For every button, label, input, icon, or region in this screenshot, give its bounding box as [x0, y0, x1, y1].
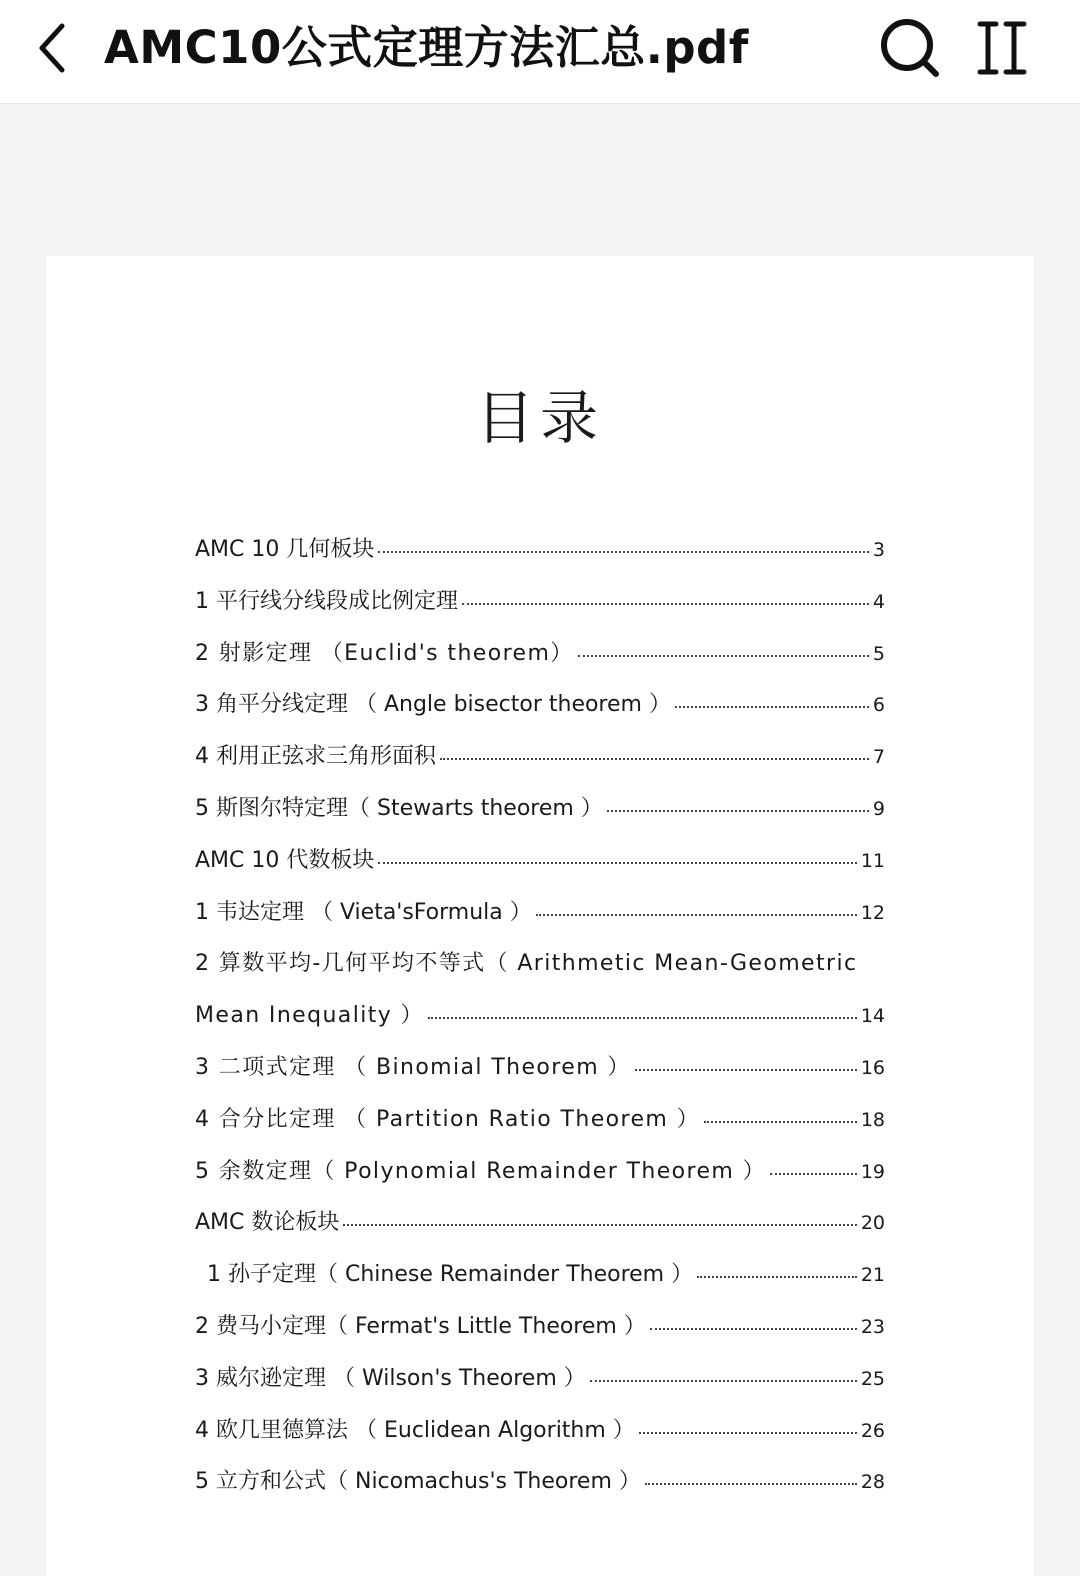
toc-leader-dots: [590, 1379, 857, 1382]
pdf-page: [46, 256, 1034, 1576]
toc-entry-page: 7: [872, 746, 885, 769]
toc-entry[interactable]: [195, 1050, 885, 1102]
toc-entry[interactable]: [195, 636, 885, 688]
toc-leader-dots: [639, 1431, 857, 1434]
toc-entry[interactable]: [195, 1361, 885, 1413]
toc-entry-page: 5: [872, 642, 885, 665]
toc-entry-text: 5 立方和公式（ Nicomachus's Theorem ）: [195, 1469, 641, 1495]
toc-entry-page: 28: [860, 1471, 885, 1494]
toc-entry-text: AMC 10 几何板块: [195, 537, 375, 562]
toc-entry-page: 4: [872, 590, 885, 613]
toc-leader-dots: [428, 1016, 857, 1019]
toc-entry-page: 20: [860, 1212, 885, 1235]
toc-entry[interactable]: [195, 895, 885, 947]
search-button[interactable]: [878, 16, 942, 80]
toc-leader-dots: [578, 654, 869, 657]
toc-leader-dots: [770, 1172, 857, 1175]
toc-entry[interactable]: [195, 1205, 885, 1257]
toc-entry[interactable]: [195, 1257, 885, 1309]
toc-leader-dots: [697, 1275, 857, 1278]
toc-entry-text: 3 角平分线定理 （ Angle bisector theorem ）: [195, 692, 671, 718]
toc-entry-page: 26: [860, 1419, 885, 1442]
toc-entry[interactable]: [195, 843, 885, 895]
toc-entry-text: 3 二项式定理 （ Binomial Theorem ）: [195, 1054, 631, 1080]
chevron-left-icon: [34, 22, 74, 74]
toc-leader-dots: [704, 1120, 857, 1123]
expand-button[interactable]: [970, 16, 1034, 80]
toc-leader-dots: [462, 602, 869, 605]
toc-leader-dots: [378, 550, 869, 553]
toc-leader-dots: [440, 757, 869, 760]
toc-entry-text: 5 余数定理（ Polynomial Remainder Theorem ）: [195, 1158, 767, 1184]
toc-entry-text: 2 费马小定理（ Fermat's Little Theorem ）: [195, 1313, 646, 1339]
toc-entry-page: 3: [872, 539, 885, 561]
toc-entry[interactable]: [195, 1413, 885, 1465]
expand-icon: [976, 20, 1028, 76]
toc-entry-text: 5 斯图尔特定理（ Stewarts theorem ）: [195, 795, 603, 821]
toc-entry-text: AMC 数论板块: [195, 1210, 340, 1236]
toc-entry-page: 19: [860, 1160, 885, 1183]
toc-entry[interactable]: [195, 791, 885, 843]
toc-leader-dots: [536, 913, 857, 916]
toc-entry-text: 1 孙子定理（ Chinese Remainder Theorem ）: [207, 1262, 694, 1288]
toc-entry-page: 12: [860, 901, 885, 924]
toc-entry-page: 11: [860, 849, 885, 872]
toc-leader-dots: [607, 809, 869, 812]
toc-leader-dots: [343, 1223, 856, 1226]
toc-entry-page: 6: [872, 694, 885, 717]
top-bar: [0, 0, 1080, 104]
toc-leader-dots: [675, 705, 869, 708]
toc-entry-text: 3 威尔逊定理 （ Wilson's Theorem ）: [195, 1365, 586, 1391]
toc-entry[interactable]: [195, 946, 885, 998]
toc-heading: 目录: [475, 384, 604, 452]
toc-entry-text: 2 射影定理 （Euclid's theorem）: [195, 640, 574, 666]
toc-entry-text: Mean Inequality ）: [195, 1003, 424, 1029]
toc-entry-text: 4 利用正弦求三角形面积: [195, 744, 436, 770]
toc-leader-dots: [378, 861, 856, 864]
toc-entry[interactable]: [195, 739, 885, 791]
toc-entry[interactable]: [195, 1102, 885, 1154]
toc-entry[interactable]: [195, 532, 885, 584]
toc-entry-page: 23: [860, 1315, 885, 1338]
toc-entry-text: 1 平行线分线段成比例定理: [195, 588, 458, 614]
toc-entry[interactable]: [195, 998, 885, 1050]
toc-entry-page: 18: [860, 1108, 885, 1131]
toc-entry[interactable]: [195, 687, 885, 739]
toc-entry-page: 9: [872, 797, 885, 820]
toc-entry-text: AMC 10 代数板块: [195, 847, 375, 873]
toc-entry-page: 25: [860, 1367, 885, 1390]
table-of-contents: [195, 532, 885, 1516]
toc-entry-text: 4 欧几里德算法 （ Euclidean Algorithm ）: [195, 1417, 635, 1443]
toc-entry[interactable]: [195, 1464, 885, 1516]
toc-entry-page: 21: [860, 1264, 885, 1287]
search-icon: [879, 17, 941, 79]
toc-entry-text: 4 合分比定理 （ Partition Ratio Theorem ）: [195, 1106, 701, 1132]
toc-entry-text: 1 韦达定理 （ Vieta'sFormula ）: [195, 899, 532, 925]
toc-leader-dots: [645, 1482, 857, 1485]
document-title: AMC10公式定理方法汇总.pdf: [104, 21, 749, 74]
toc-entry[interactable]: [195, 1154, 885, 1206]
toc-leader-dots: [635, 1068, 857, 1071]
toc-entry[interactable]: [195, 584, 885, 636]
toc-entry[interactable]: [195, 1309, 885, 1361]
toc-entry-text: 2 算数平均-几何平均不等式（ Arithmetic Mean-Geometric: [195, 951, 858, 977]
back-button[interactable]: [24, 18, 84, 78]
toc-entry-page: 16: [860, 1056, 885, 1079]
toc-leader-dots: [650, 1327, 857, 1330]
toc-entry-page: 14: [860, 1005, 885, 1028]
